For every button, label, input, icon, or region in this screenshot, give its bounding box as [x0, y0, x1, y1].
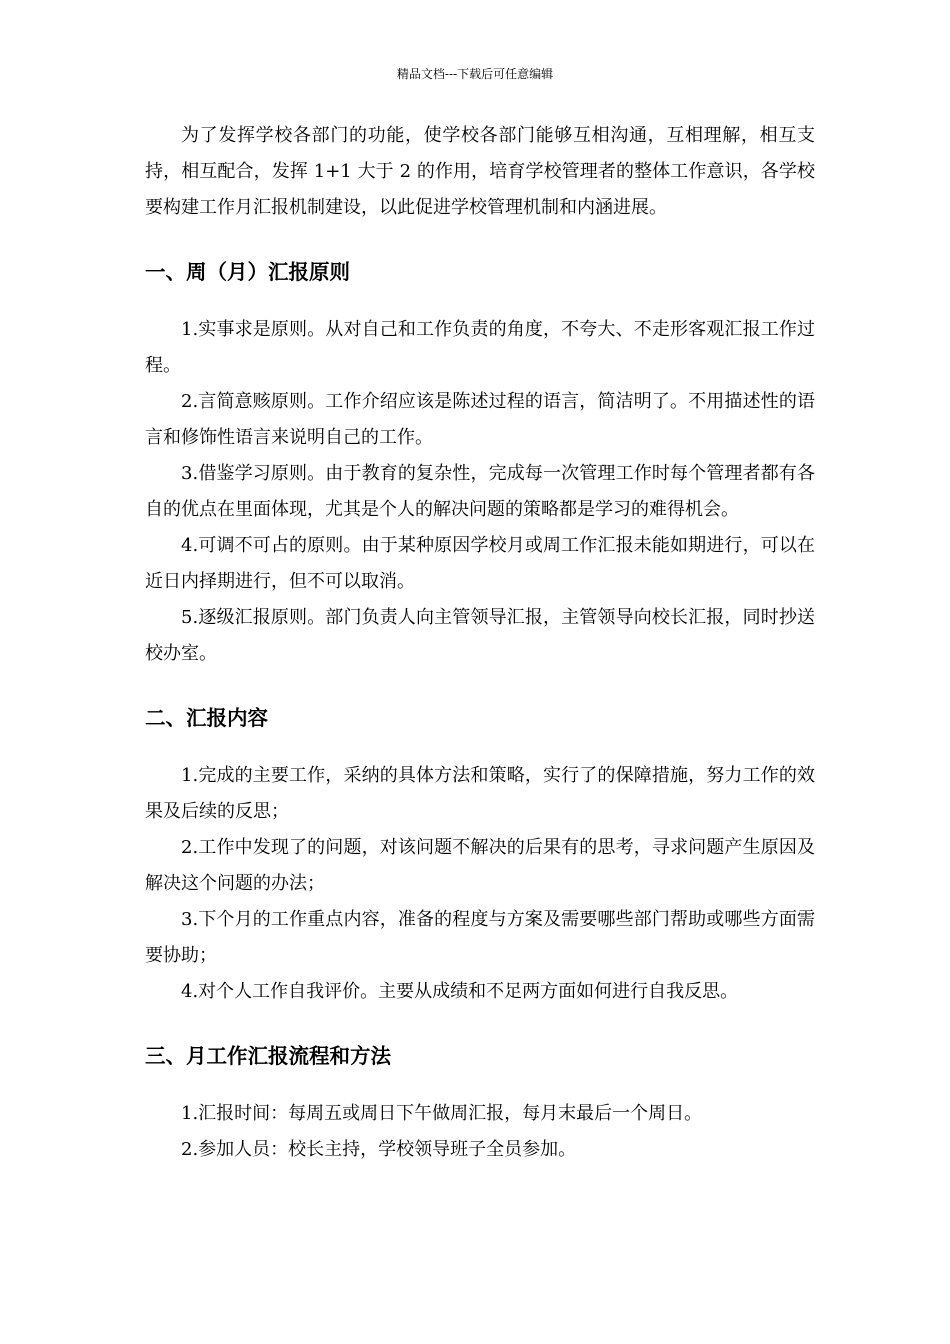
section-process: [145, 1038, 815, 1168]
list-item: 2.工作中发现了的问题，对该问题不解决的后果有的思考，寻求问题产生原因及解决这个问题的办法；: [145, 837, 815, 894]
list-item: 5.逐级汇报原则。部门负责人向主管领导汇报，主管领导向校长汇报，同时抄送校办室。: [145, 607, 815, 664]
list-item: 2.参加人员：校长主持，学校领导班子全员参加。: [181, 1139, 577, 1160]
list-item: 3.借鉴学习原则。由于教育的复杂性，完成每一次管理工作时每个管理者都有各自的优点在里面体现，尤其是个人的解决问题的策略都是学习的难得机会。: [145, 463, 815, 520]
section-content: [145, 700, 815, 1010]
list-item: 1.汇报时间：每周五或周日下午做周汇报，每月末最后一个周日。: [181, 1103, 703, 1124]
document-body: [145, 118, 815, 1196]
list-item: 4.可调不可占的原则。由于某种原因学校月或周工作汇报未能如期进行，可以在近日内择期进行，但不可以取消。: [145, 535, 815, 592]
list-item: 3.下个月的工作重点内容，准备的程度与方案及需要哪些部门帮助或哪些方面需要协助；: [145, 909, 815, 966]
section-heading: 三、月工作汇报流程和方法: [145, 1044, 391, 1068]
list-item: 1.实事求是原则。从对自己和工作负责的角度，不夸大、不走形客观汇报工作过程。: [145, 319, 815, 376]
list-item: 2.言简意赅原则。工作介绍应该是陈述过程的语言，简洁明了。不用描述性的语言和修饰性语言来说明自己的工作。: [145, 391, 815, 448]
page-header: 精品文档---下载后可任意编辑: [396, 67, 554, 81]
list-item: 1.完成的主要工作，采纳的具体方法和策略，实行了的保障措施，努力工作的效果及后续的反思；: [145, 765, 815, 822]
section-heading: 二、汇报内容: [145, 706, 268, 730]
list-item: 4.对个人工作自我评价。主要从成绩和不足两方面如何进行自我反思。: [181, 981, 739, 1002]
section-principles: [145, 254, 815, 672]
intro-paragraph: 为了发挥学校各部门的功能，使学校各部门能够互相沟通，互相理解，相互支持，相互配合，发挥 1+1 大于 2 的作用，培育学校管理者的整体工作意识，各学校要构建工作月汇报机制建设，以此促进学校管理机制和内涵进展。: [145, 125, 815, 218]
section-heading: 一、周（月）汇报原则: [145, 260, 350, 284]
